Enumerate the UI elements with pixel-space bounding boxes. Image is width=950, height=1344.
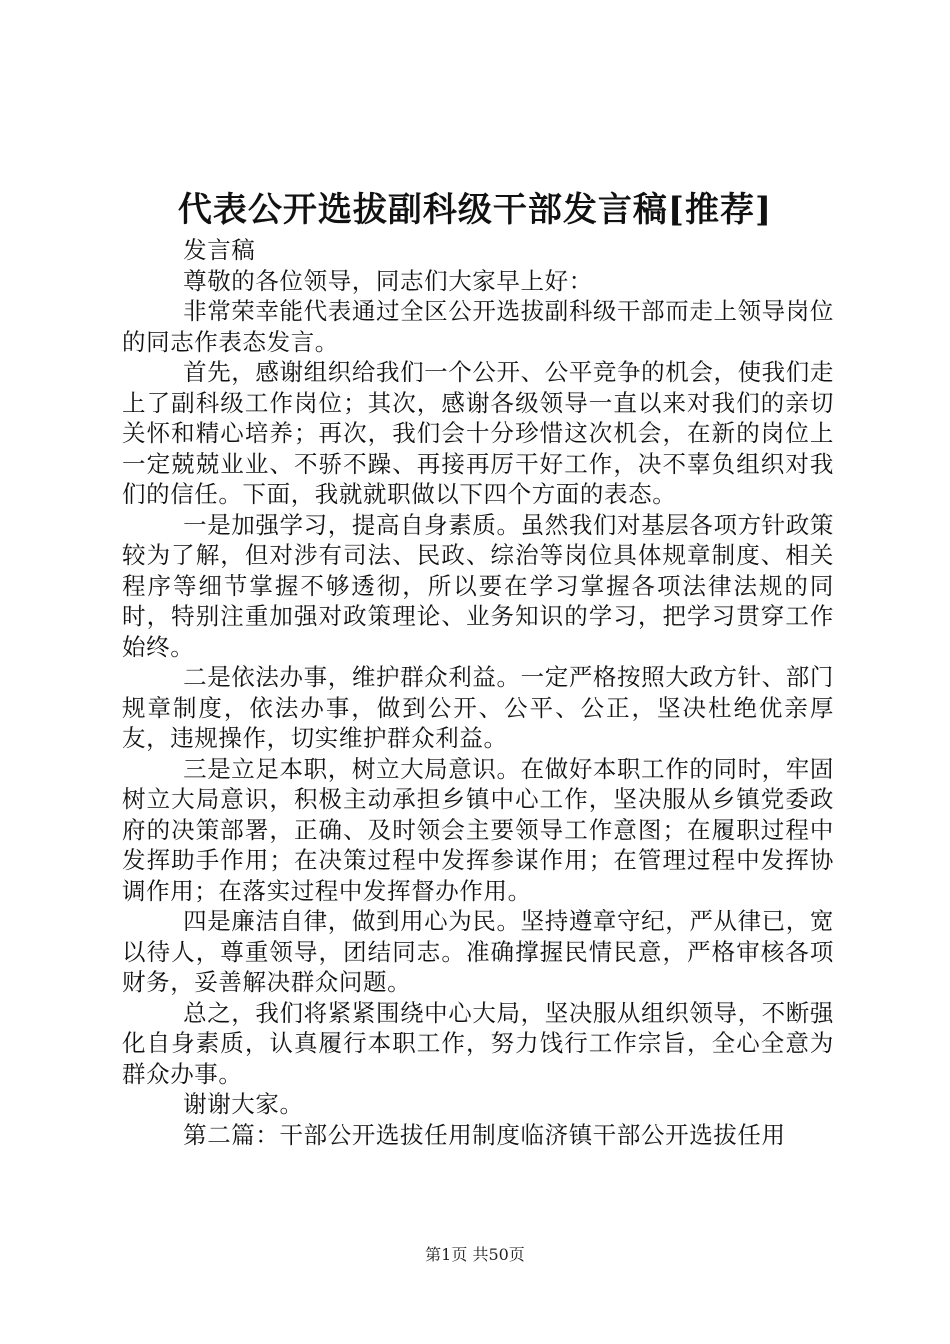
- page-number-footer: 第1页 共50页: [425, 1245, 525, 1264]
- paragraph: 一是加强学习，提高自身素质。虽然我们对基层各项方针政策较为了解，但对涉有司法、民政、综治等岗位具体规章制度、相关程序等细节掌握不够透彻，所以要在学习掌握各项法律法规的同时，特别注重加强对政策理论、业务知识的学习，把学习贯穿工作始终。: [122, 510, 834, 661]
- document-body: [122, 235, 834, 1150]
- paragraph: 第二篇：干部公开选拔任用制度临济镇干部公开选拔任用: [183, 1120, 786, 1149]
- document-title: 代表公开选拔副科级干部发言稿[推荐]: [177, 190, 773, 230]
- paragraph: 首先，感谢组织给我们一个公开、公平竞争的机会，使我们走上了副科级工作岗位；其次，感谢各级领导一直以来对我们的亲切关怀和精心培养；再次，我们会十分珍惜这次机会，在新的岗位上一定兢兢业业、不骄不躁、再接再厉干好工作，决不辜负组织对我们的信任。下面，我就就职做以下四个方面的表态。: [122, 358, 834, 508]
- paragraph: 谢谢大家。: [183, 1090, 304, 1118]
- paragraph: 发言稿: [183, 236, 256, 264]
- paragraph: 尊敬的各位领导，同志们大家早上好：: [183, 266, 593, 295]
- paragraph: 总之，我们将紧紧围绕中心大局，坚决服从组织领导，不断强化自身素质，认真履行本职工作，努力饯行工作宗旨，全心全意为群众办事。: [122, 998, 834, 1088]
- paragraph: 二是依法办事，维护群众利益。一定严格按照大政方针、部门规章制度，依法办事，做到公开、公平、公正，坚决杜绝优亲厚友，违规操作，切实维护群众利益。: [122, 663, 834, 752]
- paragraph: 四是廉洁自律，做到用心为民。坚持遵章守纪，严从律已，宽以待人，尊重领导，团结同志。准确撑握民情民意，严格审核各项财务，妥善解决群众问题。: [122, 907, 834, 996]
- paragraph: 三是立足本职，树立大局意识。在做好本职工作的同时，牢固树立大局意识，积极主动承担乡镇中心工作，坚决服从乡镇党委政府的决策部署，正确、及时领会主要领导工作意图；在履职过程中发挥助手作用；在决策过程中发挥参谋作用；在管理过程中发挥协调作用；在落实过程中发挥督办作用。: [122, 754, 834, 905]
- paragraph: 非常荣幸能代表通过全区公开选拔副科级干部而走上领导岗位的同志作表态发言。: [122, 297, 834, 356]
